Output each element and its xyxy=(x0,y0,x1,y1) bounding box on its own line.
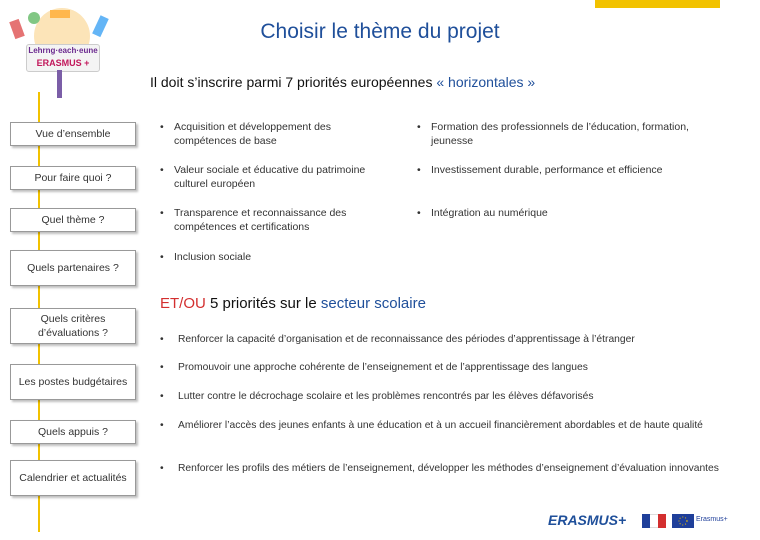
nav-item-quel-theme[interactable]: Quel thème ? xyxy=(10,208,136,232)
logo-text-line1: Lehrng·each·eune xyxy=(28,46,98,55)
priority-item: • Inclusion sociale xyxy=(160,250,389,264)
scolaire-priority-item: • Renforcer la capacité d’organisation et de reconnaissance des périodes d’apprentissage à l’étranger xyxy=(160,333,728,346)
scolaire-priority-item: • Améliorer l’accès des jeunes enfants à une éducation et à un accueil financièrement abordables et de haute qualité xyxy=(160,419,728,432)
top-accent-bar xyxy=(595,0,720,8)
nav-item-calendrier-actualites[interactable]: Calendrier et actualités xyxy=(10,460,136,496)
france-flag-icon xyxy=(642,514,666,528)
nav-item-postes-budgetaires[interactable]: Les postes budgétaires xyxy=(10,364,136,400)
subtitle-text: Il doit s’inscrire parmi 7 priorités européennes xyxy=(150,74,437,90)
priority-item: • Transparence et reconnaissance des compétences et certifications xyxy=(160,206,389,234)
scolaire-heading xyxy=(160,295,426,312)
logo-pole xyxy=(57,70,62,98)
scolaire-heading-sector: secteur scolaire xyxy=(320,295,426,312)
page-subtitle xyxy=(150,74,535,90)
logo-text-line2: ERASMUS + xyxy=(36,58,90,68)
priority-item: • Valeur sociale et éducative du patrimoine culturel européen xyxy=(160,163,389,191)
scolaire-priority-item: • Promouvoir une approche cohérente de l’enseignement et de l’apprentissage des langues xyxy=(160,361,728,374)
subtitle-highlight: « horizontales » xyxy=(436,74,536,90)
nav-item-vue-ensemble[interactable]: Vue d’ensemble xyxy=(10,122,136,146)
nav-item-quels-partenaires[interactable]: Quels partenaires ? xyxy=(10,250,136,286)
page-title: Choisir le thème du projet xyxy=(260,20,500,43)
priority-item: • Formation des professionnels de l’éducation, formation, jeunesse xyxy=(417,120,691,148)
scolaire-heading-etou: ET/OU xyxy=(160,295,206,312)
scolaire-priority-item: • Lutter contre le décrochage scolaire et les problèmes rencontrés par les élèves défavorisés xyxy=(160,390,728,403)
scolaire-priority-item: • Renforcer les profils des métiers de l’enseignement, développer les méthodes d’enseignement d’évaluation innovantes xyxy=(160,462,728,475)
priority-item: • Intégration au numérique xyxy=(417,206,671,220)
erasmus-project-logo xyxy=(4,6,124,92)
nav-item-quels-appuis[interactable]: Quels appuis ? xyxy=(10,420,136,444)
nav-item-pour-faire-quoi[interactable]: Pour faire quoi ? xyxy=(10,166,136,190)
eu-erasmus-label: Erasmus+ xyxy=(696,516,728,523)
priority-item: • Investissement durable, performance et efficience xyxy=(417,163,671,177)
eu-stars-icon xyxy=(672,514,694,528)
nav-item-criteres-evaluations[interactable]: Quels critères d’évaluations ? xyxy=(10,308,136,344)
logo-banner xyxy=(26,44,100,72)
scolaire-heading-middle: 5 priorités sur le xyxy=(205,295,321,312)
eu-flag-icon xyxy=(672,514,694,528)
priority-item: • Acquisition et développement des compétences de base xyxy=(160,120,389,148)
footer-logos xyxy=(548,508,728,532)
erasmus-plus-logo: ERASMUS+ xyxy=(548,512,627,528)
